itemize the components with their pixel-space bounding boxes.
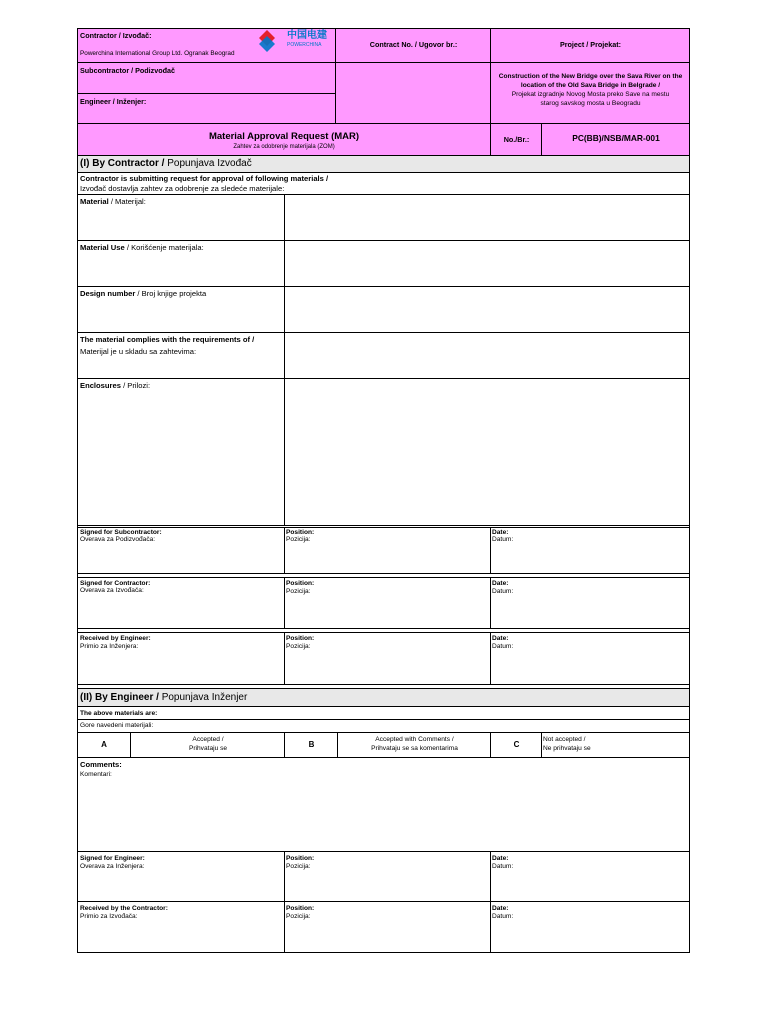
sig-label-en: Signed for Subcontractor: [80, 529, 162, 536]
mar-title-cell [78, 124, 490, 155]
option-a-sr: Prihvataju se [188, 745, 228, 752]
project-desc-sr-1: Projekat izgradnje Novog Mosta preko Save na mestu [511, 91, 670, 98]
section1-title-bold: (I) By Contractor / [80, 158, 165, 169]
position-cell[interactable] [284, 902, 490, 952]
position-label-en: Position: [286, 905, 315, 912]
signature-row-contractor [78, 574, 689, 629]
sig-label-en: Signed for Engineer: [80, 855, 145, 862]
position-label-sr: Pozicija: [286, 536, 311, 543]
sig-label-sr: Overava za Inženjera: [80, 863, 145, 870]
option-a-label-cell [130, 733, 284, 757]
option-c-en: Not accepted / [543, 736, 586, 743]
option-b-en: Accepted with Comments / [375, 736, 454, 743]
section2-header [78, 688, 689, 707]
signature-row-engineer-final [78, 852, 689, 902]
subcontractor-label: Subcontractor / Podizvođač [80, 66, 176, 75]
complies-label-2: Materijal je u skladu sa zahtevima: [80, 347, 197, 356]
material-use-row [78, 241, 689, 287]
project-desc-en-2: location of the Old Sava Bridge in Belgrade / [520, 82, 661, 89]
no-label-cell [490, 124, 541, 155]
signature-row-contractor-final [78, 902, 689, 952]
no-label: No./Br.: [503, 135, 530, 144]
date-label-sr: Datum: [492, 643, 514, 650]
signature-row-engineer [78, 629, 689, 685]
position-cell[interactable] [284, 632, 490, 685]
contractor-cell [78, 29, 335, 63]
above-materials-en: The above materials are: [80, 710, 158, 717]
no-value-cell [541, 124, 689, 155]
project-desc-en-1: Construction of the New Bridge over the Sava River on the [498, 73, 683, 80]
date-label-sr: Datum: [492, 863, 514, 870]
contractor-value: Powerchina International Group Ltd. Ogranak Beograd [80, 50, 235, 57]
mar-title: Material Approval Request (MAR) [208, 131, 360, 142]
project-cell [490, 29, 689, 63]
option-a-letter: A [101, 740, 107, 749]
design-number-label: Design number / Broj knjige projekta [80, 289, 207, 298]
no-value: PC(BB)/NSB/MAR-001 [572, 133, 660, 143]
position-label-sr: Pozicija: [286, 643, 311, 650]
mar-subtitle: Zahtev za odobrenje materijala (ZOM) [233, 144, 335, 150]
date-cell[interactable] [490, 632, 689, 685]
date-label-en: Date: [492, 635, 509, 642]
position-label-sr: Pozicija: [286, 863, 311, 870]
option-c-label-cell [541, 733, 689, 757]
position-cell[interactable] [284, 577, 490, 629]
enclosures-label: Enclosures / Prilozi: [80, 381, 151, 390]
engineer-cell [78, 94, 335, 124]
date-cell[interactable] [490, 527, 689, 574]
material-use-input[interactable] [284, 241, 689, 286]
position-label-en: Position: [286, 529, 315, 536]
position-label-sr: Pozicija: [286, 913, 311, 920]
logo-text-cn: 中国电建 [287, 30, 327, 41]
date-label-en: Date: [492, 905, 509, 912]
complies-input[interactable] [284, 333, 689, 378]
section1-title [80, 157, 252, 171]
section2-title-bold: (II) By Engineer / [80, 692, 159, 703]
date-cell[interactable] [490, 577, 689, 629]
position-label-en: Position: [286, 855, 315, 862]
intro-row [78, 173, 689, 195]
sig-label-en: Received by Engineer: [80, 635, 151, 642]
option-a-box[interactable] [78, 733, 130, 757]
option-b-sr: Prihvataju se sa komentarima [371, 745, 458, 752]
position-label-en: Position: [286, 635, 315, 642]
sig-label-sr: Overava za Izvođača: [80, 587, 144, 594]
position-cell[interactable] [284, 527, 490, 574]
sig-label-sr: Primio za Izvođača: [80, 913, 138, 920]
comments-label-en: Comments: [80, 760, 122, 769]
mar-form [77, 28, 690, 953]
position-label-en: Position: [286, 580, 315, 587]
sig-label-sr: Primio za Inženjera: [80, 643, 139, 650]
intro-line-1: Contractor is submitting request for approval of following materials / [80, 174, 329, 183]
contract-no-label: Contract No. / Ugovor br.: [369, 40, 458, 49]
complies-label-1: The material complies with the requirements of / [80, 335, 255, 344]
project-label: Project / Projekat: [559, 40, 622, 49]
date-label-sr: Datum: [492, 913, 514, 920]
section1-title-normal: Popunjava Izvođač [167, 158, 252, 169]
enclosures-row [78, 379, 689, 526]
date-label-en: Date: [492, 580, 509, 587]
sig-label-en: Received by the Contractor: [80, 905, 168, 912]
date-cell[interactable] [490, 852, 689, 901]
section2-title-normal: Popunjava Inženjer [161, 692, 248, 703]
design-number-input[interactable] [284, 287, 689, 332]
position-cell[interactable] [284, 852, 490, 901]
intro-line-2: Izvođač dostavlja zahtev za odobrenje za sledeće materijale: [80, 184, 285, 193]
date-cell[interactable] [490, 902, 689, 952]
option-b-letter: B [308, 740, 315, 749]
project-desc-cell [490, 63, 689, 124]
date-label-sr: Datum: [492, 588, 514, 595]
comments-area[interactable] [78, 758, 689, 852]
option-b-box[interactable] [284, 733, 337, 757]
comments-label-sr: Komentari: [80, 771, 112, 778]
engineer-label: Engineer / Inženjer: [80, 97, 147, 106]
project-desc-sr-2: starog savskog mosta u Beogradu [540, 100, 641, 107]
option-c-sr: Ne prihvataju se [543, 745, 591, 752]
subcontractor-cell [78, 63, 335, 94]
signature-row-subcontractor [78, 526, 689, 574]
material-label: Material / Materijal: [80, 197, 146, 206]
date-label-en: Date: [492, 855, 509, 862]
design-number-row [78, 287, 689, 333]
option-c-box[interactable] [490, 733, 541, 757]
date-label-sr: Datum: [492, 536, 514, 543]
powerchina-logo [255, 30, 335, 52]
contractor-label: Contractor / Izvođač: [80, 31, 152, 40]
option-c-letter: C [513, 740, 520, 749]
option-a-en: Accepted / [192, 736, 224, 743]
section2-title [80, 691, 247, 705]
complies-row [78, 333, 689, 379]
material-use-label: Material Use / Korišćenje materijala: [80, 243, 204, 252]
option-b-label-cell [337, 733, 490, 757]
above-materials-sr: Gore navedeni materijali: [80, 722, 154, 729]
sig-label-sr: Overava za Podizvođača: [80, 536, 156, 543]
material-input[interactable] [284, 195, 689, 240]
position-label-sr: Pozicija: [286, 588, 311, 595]
contract-no-value-cell [335, 63, 490, 124]
enclosures-input[interactable] [284, 379, 689, 525]
above-materials-row [78, 707, 689, 733]
logo-text-en: POWERCHINA [287, 42, 322, 48]
decision-options-row [78, 733, 689, 758]
date-label-en: Date: [492, 529, 509, 536]
contract-no-cell [335, 29, 490, 63]
sig-label-en: Signed for Contractor: [80, 580, 151, 587]
material-row [78, 195, 689, 241]
section1-header [78, 155, 689, 173]
